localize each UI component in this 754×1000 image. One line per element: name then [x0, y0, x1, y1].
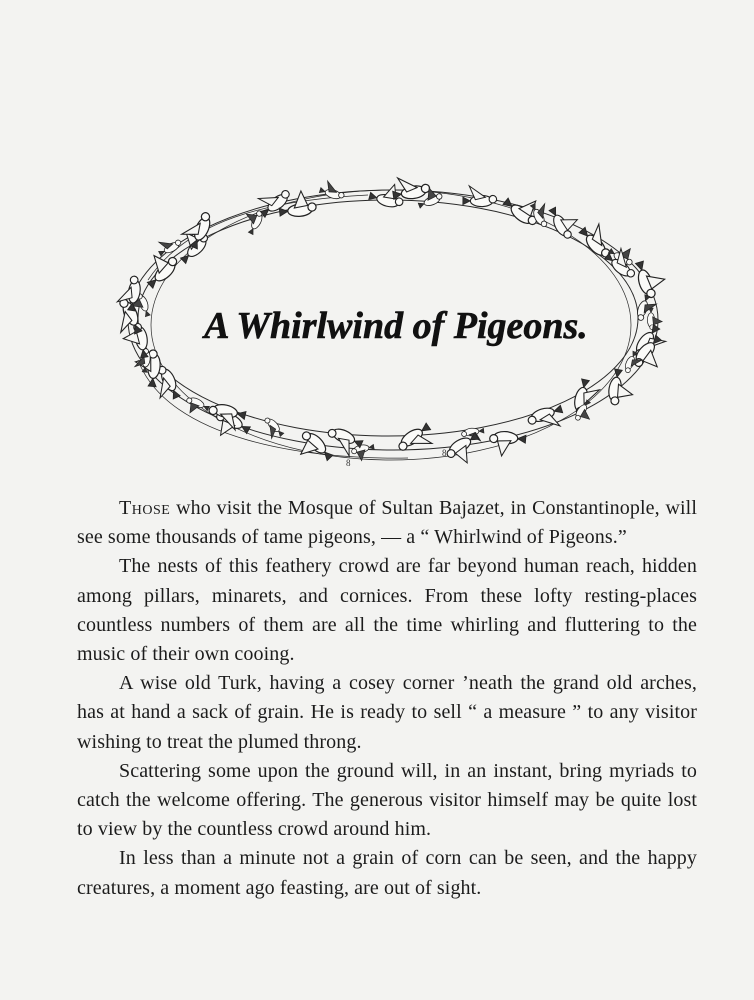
paragraph-3: A wise old Turk, having a cosey corner ’neath the grand old arches, has at hand a sack of grain. He is ready to sell “ a measure ” to any visitor wishing to treat the plumed throng. — [77, 672, 697, 753]
pigeon-icon — [391, 174, 431, 202]
pigeon-icon — [239, 206, 265, 235]
paragraph-1-lead: Those — [119, 497, 171, 519]
pigeon-wreath-drawing — [108, 160, 668, 480]
pigeon-icon — [547, 201, 583, 241]
body-text — [77, 494, 697, 903]
paragraph-5: In less than a minute not a grain of corn can be seen, and the happy creatures, a moment ago feasting, are out of sight. — [77, 847, 697, 899]
pigeon-icon — [179, 207, 215, 250]
pigeon-icon — [463, 186, 497, 207]
paragraph-1-body: who visit the Mosque of Sultan Bajazet, in Constantinople, will see some thousands of tame pigeons, — a “ Whirlwind of Pigeons.” — [77, 497, 697, 549]
pigeon-icon — [578, 219, 620, 262]
pigeon-icon — [634, 257, 668, 300]
pigeon-icon — [606, 369, 636, 408]
pigeon-icon — [319, 180, 347, 202]
pigeon-wreath-illustration — [108, 160, 668, 480]
pigeon-icon — [395, 421, 437, 460]
pigeon-icon — [526, 403, 566, 434]
illustration-title: A Whirlwind of Pigeons. — [204, 305, 588, 347]
paragraph-1 — [77, 494, 697, 552]
plate-mark-left: 8 — [346, 458, 351, 468]
paragraph-2: The nests of this feathery crowd are far beyond human reach, hidden among pillars, minarets, and cornices. From these lofty resting-places countless numbers of them are all the time whirling and fluttering to the music of their own cooing. — [77, 555, 697, 666]
plate-mark-right: 8 — [442, 448, 447, 458]
paragraph-4: Scattering some upon the ground will, in an instant, bring myriads to catch the welcome offering. The generous visitor himself may be quite lost to view by the countless crowd around him. — [77, 759, 697, 841]
